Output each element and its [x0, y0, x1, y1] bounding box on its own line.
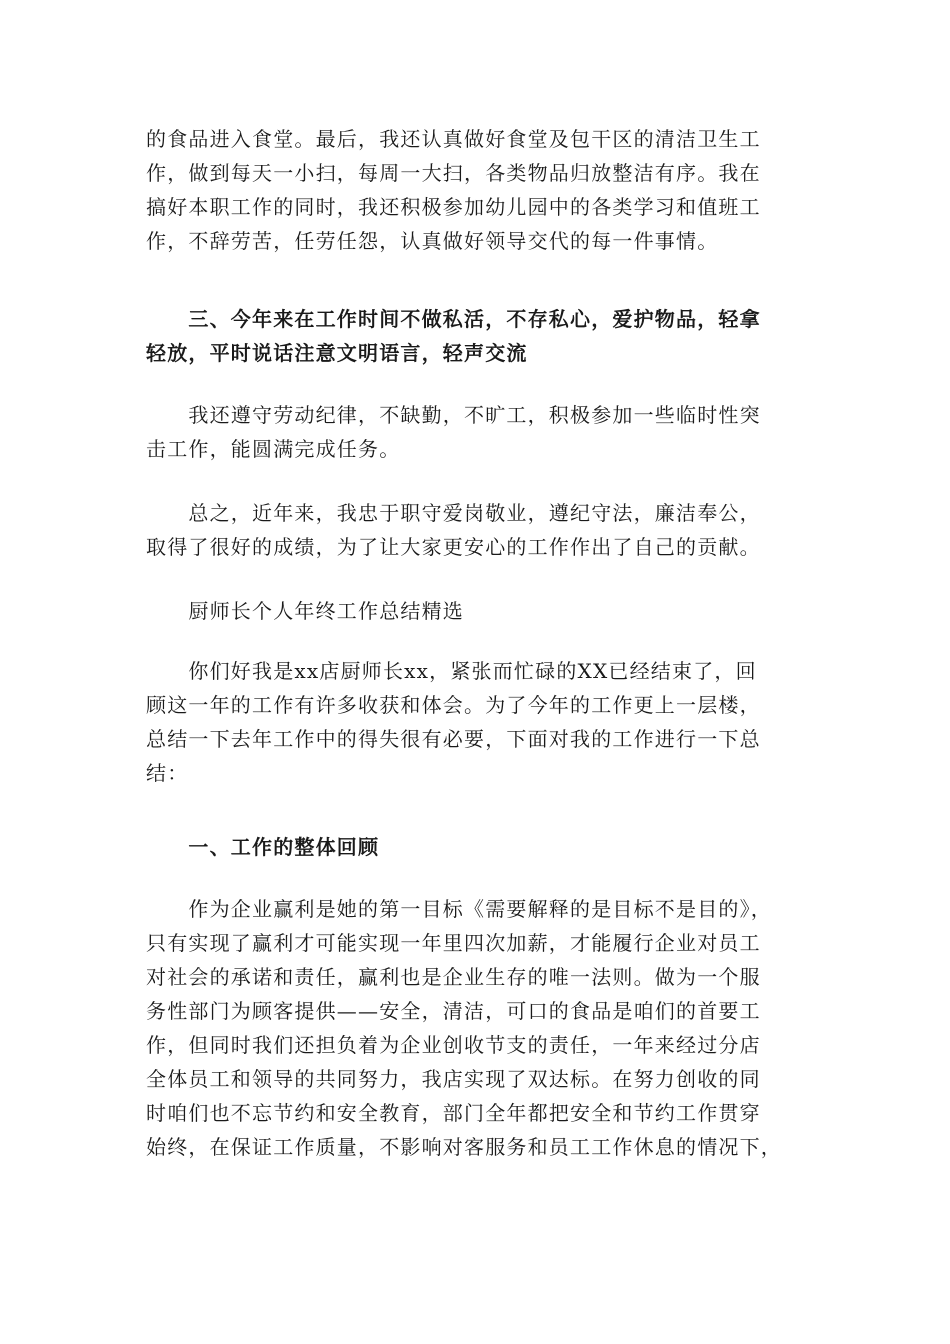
paragraph-labor-discipline [146, 398, 761, 466]
text-line: 的食品进入食堂。最后，我还认真做好食堂及包干区的清洁卫生工 [146, 127, 761, 151]
text-line: 顾这一年的工作有许多收获和体会。为了今年的工作更上一层楼， [146, 693, 761, 717]
text-line: 你们好我是xx店厨师长xx，紧张而忙碌的XX已经结束了，回 [146, 659, 757, 683]
text-line: 结： [146, 761, 189, 785]
text-line: 对社会的承诺和责任，赢利也是企业生存的唯一法则。做为一个服 [146, 965, 761, 989]
text-line: 全体员工和领导的共同努力，我店实现了双达标。在努力创收的同 [146, 1067, 761, 1091]
paragraph-conclusion [146, 496, 761, 564]
paragraph-overall-review [146, 892, 782, 1164]
text-line: 务性部门为顾客提供——安全，清洁，可口的食品是咱们的首要工 [146, 999, 761, 1023]
text-line: 作，不辞劳苦，任劳任怨，认真做好领导交代的每一件事情。 [146, 229, 719, 253]
text-line: 始终，在保证工作质量，不影响对客服务和员工工作休息的情况下， [146, 1135, 782, 1159]
text-line: 厨师长个人年终工作总结精选 [146, 599, 464, 623]
text-line: 总之，近年来，我忠于职守爱岗敬业，遵纪守法，廉洁奉公， [146, 501, 761, 525]
text-line: 总结一下去年工作中的得失很有必要，下面对我的工作进行一下总 [146, 727, 761, 751]
text-line: 击工作，能圆满完成任务。 [146, 437, 401, 461]
text-line: 作，但同时我们还担负着为企业创收节支的责任，一年来经过分店 [146, 1033, 761, 1057]
document-subtitle [146, 594, 464, 628]
paragraph-introduction [146, 654, 761, 790]
text-line: 作为企业赢利是她的第一目标《需要解释的是目标不是目的》， [146, 897, 772, 921]
text-line: 时咱们也不忘节约和安全教育，部门全年都把安全和节约工作贯穿 [146, 1101, 761, 1125]
text-line: 三、今年来在工作时间不做私活，不存私心，爱护物品，轻拿 [146, 307, 761, 331]
text-line: 轻放，平时说话注意文明语言，轻声交流 [146, 341, 528, 365]
text-line: 搞好本职工作的同时，我还积极参加幼儿园中的各类学习和值班工 [146, 195, 761, 219]
text-line: 我还遵守劳动纪律，不缺勤，不旷工，积极参加一些临时性突 [146, 403, 761, 427]
text-line: 取得了很好的成绩，为了让大家更安心的工作作出了自己的贡献。 [146, 535, 761, 559]
section-heading-one [146, 830, 379, 864]
text-line: 作，做到每天一小扫，每周一大扫，各类物品归放整洁有序。我在 [146, 161, 761, 185]
paragraph-canteen-cleaning [146, 122, 761, 258]
text-line: 只有实现了赢利才可能实现一年里四次加薪，才能履行企业对员工 [146, 931, 761, 955]
section-heading-three [146, 302, 761, 370]
text-line: 一、工作的整体回顾 [146, 835, 380, 859]
